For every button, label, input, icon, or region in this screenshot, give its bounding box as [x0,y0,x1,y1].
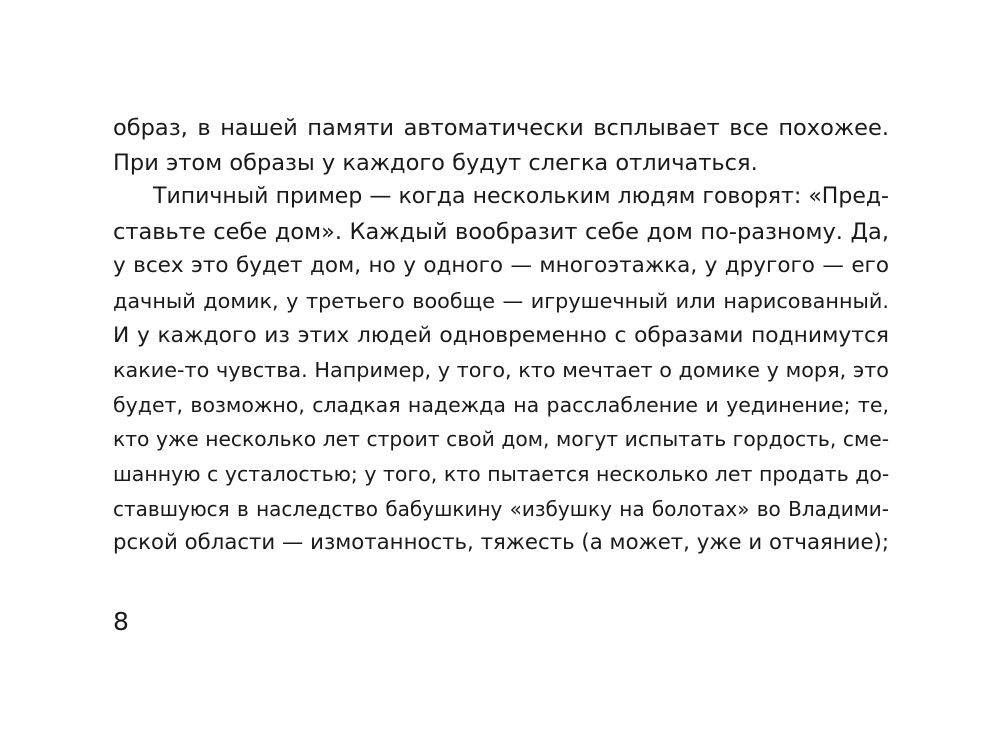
text-line: дачный домик, у третьего вообще — игрушечный или нарисованный. [113,288,889,313]
text-line: у всех это будет дом, но у одного — многоэтажка, у другого — его [113,253,889,279]
text-line: кто уже несколько лет строит свой дом, могут испытать гордость, сме- [113,427,889,452]
page-number: 8 [113,607,129,636]
text-line: ставшуюся в наследство бабушкину «избушку на болотах» во Владими- [113,496,889,521]
text-line: ставьте себе дом». Каждый вообразит себе дом по-разному. Да, [113,218,889,245]
text-line: образ, в нашей памяти автоматически всплывает все похожее. [113,115,889,141]
text-line: шанную с усталостью; у того, кто пытается несколько лет продать до- [113,461,890,486]
text-line: При этом образы у каждого будут слегка отличаться. [113,149,758,176]
paragraph-first-line: Типичный пример — когда нескольким людям говорят: «Пред- [153,184,889,210]
text-line: будет, возможно, сладкая надежда на расслабление и уединение; те, [113,392,889,417]
text-line: И у каждого из этих людей одновременно с образами поднимутся [113,322,889,348]
text-line: какие-то чувства. Например, у того, кто мечтает о домике у моря, это [113,358,889,383]
body-text [113,111,889,561]
text-line: рской области — измотанность, тяжесть (а может, уже и отчаяние); [113,530,889,556]
